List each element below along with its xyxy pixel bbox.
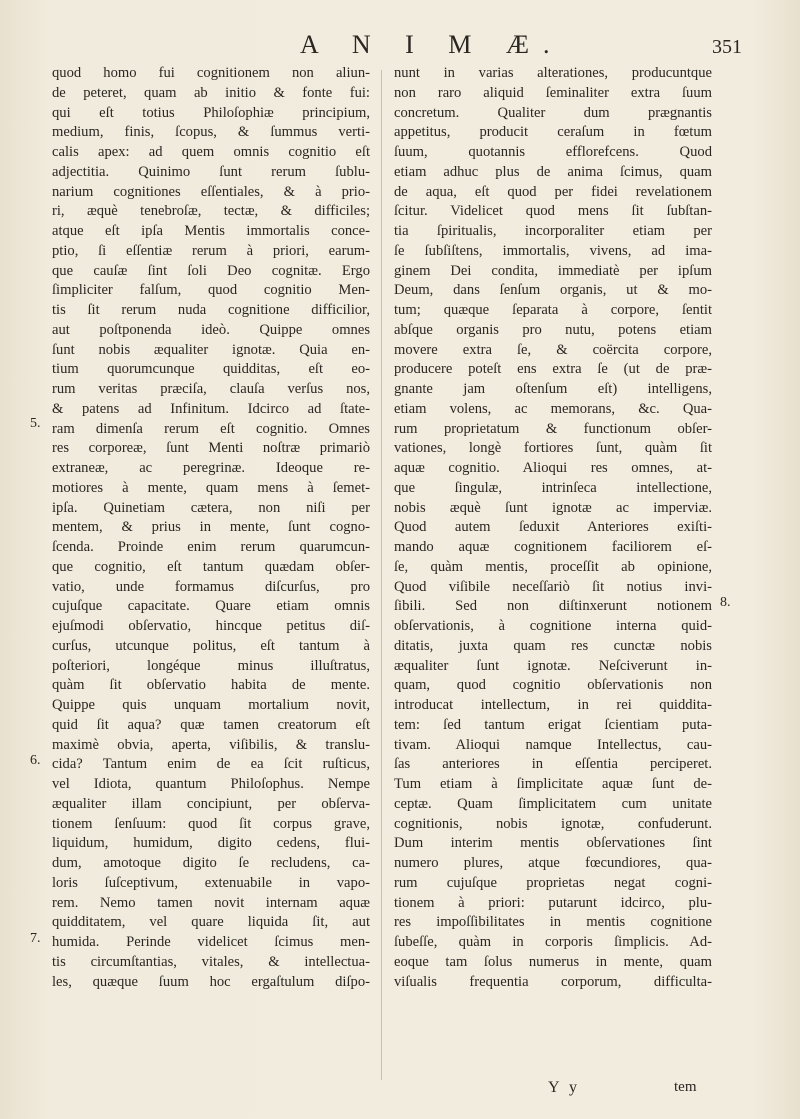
text-line: abſque organis pro nutu, potens etiam xyxy=(394,321,712,338)
text-line: vel Idiota, quantum Philoſophus. Nempe xyxy=(52,776,370,792)
text-line: appetitus, producit ceraſum in fœtum xyxy=(394,124,712,141)
text-line: narium cognitiones eſſentiales, & à prio- xyxy=(52,183,370,200)
text-line: aut poſtponenda ideò. Quippe omnes xyxy=(52,321,370,338)
text-line: quàm ſit obſervatio habita de mente. xyxy=(52,677,370,694)
text-line: motiores à mente, quam mens à ſemet- xyxy=(52,479,370,496)
text-line: ram dimenſa rerum eſt cognitio. Omnes xyxy=(52,420,370,437)
text-line: medium, finis, ſcopus, & ſummus verti- xyxy=(52,124,370,141)
text-line: nunt in varias alterationes, producuntque xyxy=(394,65,712,81)
text-line: ejuſmodi obſervatio, hincque petitus diſ- xyxy=(52,618,370,634)
text-line: liquidum, humidum, digito cedens, flui- xyxy=(52,835,370,852)
text-line: vationes, longè fortiores ſunt, quàm ſit xyxy=(394,440,712,457)
text-line: Deum, dans ſenſum organis, ut & mo- xyxy=(394,282,712,299)
text-line: tis circumſtantias, vitales, & intellectua- xyxy=(52,953,370,970)
text-line: movere extra ſe, & coërcita corpore, xyxy=(394,341,712,358)
text-line: & patens ad Infinitum. Idcirco ad ſtate- xyxy=(52,400,370,417)
margin-number-5: 5. xyxy=(30,416,41,431)
page-number: 351 xyxy=(712,36,742,58)
text-line: ceptæ. Quam ſimplicitatem cum unitate xyxy=(394,795,712,812)
text-line: tium quorumcunque quidditas, eſt eo- xyxy=(52,361,370,378)
text-line: ditatis, juxta quam res cunctæ nobis xyxy=(394,637,712,654)
text-line: dum, amotoque digito ſe recludens, ca- xyxy=(52,855,370,871)
text-line: æqualiter ſunt ignotæ. Neſciverunt in- xyxy=(394,657,712,674)
text-line: quid ſit aqua? quæ tamen creatorum eſt xyxy=(52,716,370,733)
text-line: introducat intellectum, in rei quiddita- xyxy=(394,697,712,713)
text-line: producere poteſt ens extra ſe (ut de præ- xyxy=(394,361,712,378)
column-gutter xyxy=(381,70,382,1080)
text-line: eoque tam ſolus numerus in mente, quam xyxy=(394,953,712,970)
text-line: Quod autem ſeduxit Anteriores exiſti- xyxy=(394,519,712,536)
margin-number-8: 8. xyxy=(720,595,731,610)
text-line: æqualiter illam concipiunt, per obſerva- xyxy=(52,795,370,812)
text-line: ptio, ſi eſſentiæ rerum à priori, earum- xyxy=(52,242,370,259)
text-line: quidditatem, vel quare liquida ſit, aut xyxy=(52,914,370,931)
text-line: nobis æquè ſunt ignotæ ac imperviæ. xyxy=(394,499,712,516)
text-line: tis ſit rerum nuda cognitione difficilior, xyxy=(52,302,370,318)
margin-number-7: 7. xyxy=(30,931,41,946)
text-line: etiam adhuc plus de anima ſcimus, quam xyxy=(394,163,712,180)
text-line: cognitionis, nobis ignotæ, confuderunt. xyxy=(394,815,712,832)
text-line: rum veritas præciſa, clauſa verſus nos, xyxy=(52,381,370,397)
text-line: les, quæque ſuum hoc ergaſtulum diſpo- xyxy=(52,973,370,990)
text-line: res impoſſibilitates in mentis cognitione xyxy=(394,914,712,931)
text-line: ſuum, quotannis efflorefcens. Quod xyxy=(394,144,712,160)
text-line: quod homo fui cognitionem non aliun- xyxy=(52,65,370,81)
text-line: curſus, utcunque politus, eſt tantum à xyxy=(52,637,370,654)
text-line: qui eſt totius Philoſophiæ principium, xyxy=(52,104,370,121)
text-line: Dum interim mentis obſervationes ſint xyxy=(394,835,712,852)
text-line: de aqua, eſt quod per fidei revelationem xyxy=(394,183,712,200)
text-line: tionem ſenſuum: quod ſit corpus grave, xyxy=(52,815,370,832)
text-line: tivam. Alioqui namque Intellectus, cau- xyxy=(394,736,712,753)
text-line: mando aquæ cognitionem faciliorem eſ- xyxy=(394,539,712,555)
running-title: A N I M Æ. xyxy=(300,30,564,59)
page-header xyxy=(0,22,800,62)
text-line: rum cujuſque proprietas negat cogni- xyxy=(394,874,712,891)
text-line: loris ſuſceptivum, extenuabile in vapo- xyxy=(52,874,370,891)
text-line: obſervationis, à cognitione interna quid- xyxy=(394,618,712,634)
text-line: quam, quod cognitio obſervationis non xyxy=(394,677,712,694)
text-line: tem: ſed tantum erigat ſcientiam puta- xyxy=(394,716,712,733)
text-line: tia ſpiritualis, incorporaliter etiam per xyxy=(394,223,712,239)
text-line: mentem, & prius in mente, ſunt cogno- xyxy=(52,519,370,536)
text-line: calis apex: ad quem omnis cognitio eſt xyxy=(52,144,370,160)
text-line: cida? Tantum enim de ea ſcit ruſticus, xyxy=(52,756,370,773)
text-line: cujuſque capacitate. Quare etiam omnis xyxy=(52,598,370,615)
text-line: rem. Nemo tamen novit internam aquæ xyxy=(52,894,370,911)
text-line: Tum etiam à ſimplicitate aquæ ſunt de- xyxy=(394,776,712,792)
text-line: ſubeſſe, quàm in corporis ſimplicis. Ad- xyxy=(394,934,712,950)
text-line: humida. Perinde videlicet ſcimus men- xyxy=(52,934,370,950)
text-line: tum; quæque ſeparata à corpore, ſentit xyxy=(394,302,712,318)
left-column xyxy=(52,64,370,992)
text-line: poſteriori, longéque minus illuſtratus, xyxy=(52,657,370,674)
text-line: Quod viſibile neceſſariò ſit notius invi- xyxy=(394,578,712,595)
text-line: ri, æquè tenebroſæ, tectæ, & difficiles; xyxy=(52,203,370,220)
text-line: numero plures, atque fœcundiores, qua- xyxy=(394,855,712,871)
text-line: de peteret, quam ab initio & fonte fui: xyxy=(52,84,370,101)
text-line: que cauſæ ſint ſoli Deo cognitæ. Ergo xyxy=(52,262,370,279)
text-line: non raro aliquid ſeminaliter extra ſuum xyxy=(394,84,712,101)
text-line: adjectitia. Quinimo ſunt rerum ſublu- xyxy=(52,163,370,180)
text-line: ſunt nobis æqualiter ignotæ. Quia en- xyxy=(52,341,370,358)
text-line: atque eſt ipſa Mentis immortalis conce- xyxy=(52,223,370,239)
signature-mark: Y y xyxy=(548,1079,580,1096)
text-line: ipſa. Quinetiam cætera, non niſi per xyxy=(52,499,370,516)
text-line: res corporeæ, ſunt Menti noſtræ primariò xyxy=(52,440,370,457)
text-line: ginem Dei condita, immediatè per ipſum xyxy=(394,262,712,279)
text-line: ſas anteriores in eſſentia perciperet. xyxy=(394,756,712,773)
text-line: aquæ cognitio. Alioqui res omnes, at- xyxy=(394,460,712,476)
text-line: ſe ſubſiſtens, immortalis, vivens, ad ima- xyxy=(394,242,712,259)
text-line: ſcitur. Videlicet quod mens ſit ſubſtan- xyxy=(394,203,712,220)
text-line: que cognitio, eſt tantum quædam obſer- xyxy=(52,558,370,575)
text-line: rum proprietatum & functionum obſer- xyxy=(394,420,712,437)
text-line: gnante jam oſtenſum eſt) intelligens, xyxy=(394,381,712,397)
text-line: etiam volens, ac memorans, &c. Qua- xyxy=(394,400,712,417)
text-line: ſcenda. Proinde enim rerum quarumcun- xyxy=(52,539,370,555)
text-line: viſualis frequentia corporum, difficulta- xyxy=(394,973,712,990)
text-line: Quippe quis unquam mortalium novit, xyxy=(52,697,370,713)
text-line: vatio, unde formamus diſcurſus, pro xyxy=(52,578,370,595)
text-line: tionem à priori: putarunt idcirco, plu- xyxy=(394,894,712,911)
text-line: concretum. Qualiter dum prægnantis xyxy=(394,104,712,121)
text-line: ſimpliciter falſum, quod cognitio Men- xyxy=(52,282,370,299)
text-line: que ſingulæ, intrinſeca intellectione, xyxy=(394,479,712,496)
text-line: maximè obvia, aperta, viſibilis, & translu- xyxy=(52,736,370,753)
text-line: ſe, quàm mentis, proceſſit ab opinione, xyxy=(394,558,712,575)
text-line: ſibili. Sed non diſtinxerunt notionem xyxy=(394,598,712,615)
right-column xyxy=(394,64,712,992)
catchword: tem xyxy=(674,1079,697,1095)
margin-number-6: 6. xyxy=(30,753,41,768)
text-line: extraneæ, ac peregrinæ. Ideoque re- xyxy=(52,460,370,476)
